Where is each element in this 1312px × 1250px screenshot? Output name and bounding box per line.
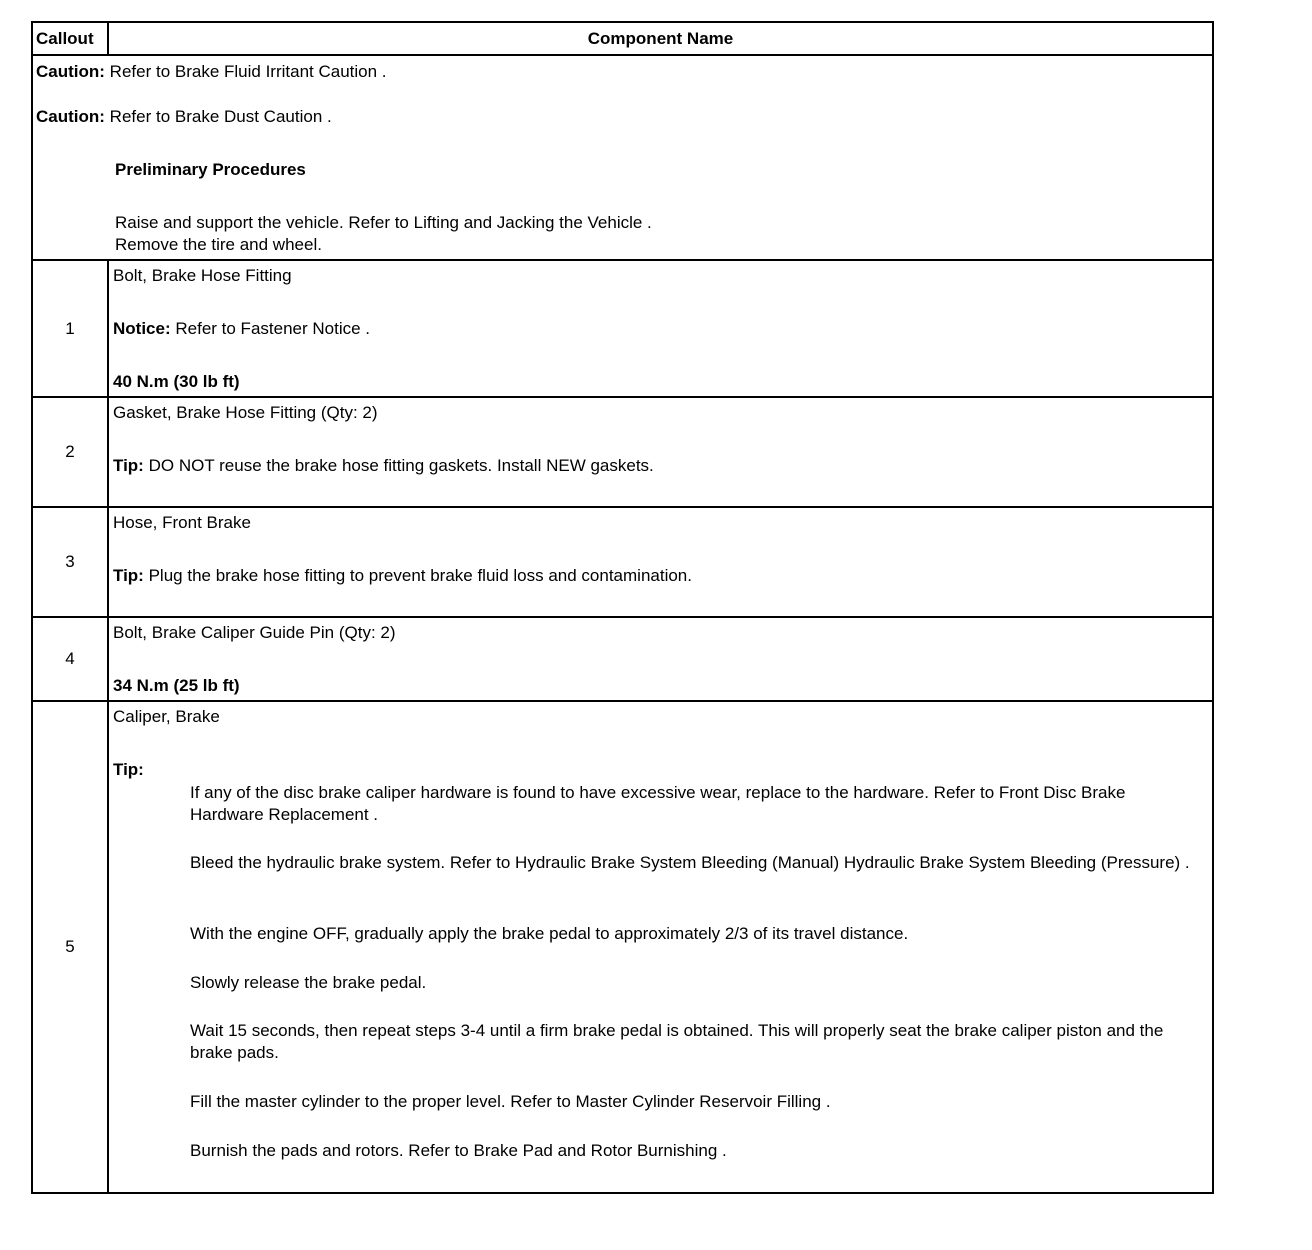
component-name: Hose, Front Brake	[113, 513, 251, 532]
component-name: Caliper, Brake	[113, 707, 220, 726]
component-cell	[108, 617, 1213, 701]
notice	[113, 318, 370, 340]
tip-text: Plug the brake hose fitting to prevent brake fluid loss and contamination.	[148, 566, 692, 585]
tip-item: Wait 15 seconds, then repeat steps 3-4 until a firm brake pedal is obtained. This will properly seat the brake caliper piston and the brake pads.	[190, 1021, 1164, 1062]
tip-item: With the engine OFF, gradually apply the brake pedal to approximately 2/3 of its travel distance.	[190, 924, 909, 943]
tip-label: Tip:	[113, 760, 144, 779]
tip-label: Tip:	[113, 566, 144, 585]
caution-2	[36, 106, 332, 128]
component-cell	[108, 507, 1213, 617]
header-row	[32, 22, 1213, 55]
component-cell	[108, 397, 1213, 507]
tip-item: Fill the master cylinder to the proper level. Refer to Master Cylinder Reservoir Filling .	[190, 1092, 831, 1111]
notice-label: Notice:	[113, 319, 171, 338]
component-cell	[108, 701, 1213, 1193]
table-row	[32, 260, 1213, 397]
table-row	[32, 507, 1213, 617]
tip-label: Tip:	[113, 456, 144, 475]
tip-item: If any of the disc brake caliper hardware is found to have excessive wear, replace to the hardware. Refer to Front Disc Brake Hardware Replacement .	[190, 783, 1126, 824]
prelim-step-2: Remove the tire and wheel.	[115, 235, 322, 254]
table-row	[32, 617, 1213, 701]
prelim-step-1: Raise and support the vehicle. Refer to Lifting and Jacking the Vehicle .	[115, 213, 652, 232]
callout-header: Callout	[32, 22, 108, 55]
callout-number: 2	[32, 397, 108, 507]
torque-spec: 34 N.m (25 lb ft)	[113, 676, 240, 695]
caution-1	[36, 61, 387, 83]
component-name: Bolt, Brake Caliper Guide Pin (Qty: 2)	[113, 623, 396, 642]
caution-label: Caution:	[36, 107, 105, 126]
tip	[113, 455, 654, 477]
notice-text: Refer to Fastener Notice .	[175, 319, 370, 338]
callout-number: 5	[32, 701, 108, 1193]
tip-text: DO NOT reuse the brake hose fitting gaskets. Install NEW gaskets.	[148, 456, 654, 475]
prelim-title: Preliminary Procedures	[115, 160, 306, 179]
component-name: Bolt, Brake Hose Fitting	[113, 266, 292, 285]
callout-number: 4	[32, 617, 108, 701]
component-cell	[108, 260, 1213, 397]
intro-cell	[32, 55, 1213, 260]
procedure-table	[31, 21, 1214, 1194]
table-row	[32, 397, 1213, 507]
caution-1-text: Refer to Brake Fluid Irritant Caution .	[109, 62, 387, 81]
caution-2-text: Refer to Brake Dust Caution .	[109, 107, 332, 126]
tip-item: Slowly release the brake pedal.	[190, 973, 427, 992]
tip-item: Burnish the pads and rotors. Refer to Brake Pad and Rotor Burnishing .	[190, 1141, 727, 1160]
caution-label: Caution:	[36, 62, 105, 81]
torque-spec: 40 N.m (30 lb ft)	[113, 372, 240, 391]
component-name-header: Component Name	[108, 22, 1213, 55]
intro-row	[32, 55, 1213, 260]
tip-item: Bleed the hydraulic brake system. Refer to Hydraulic Brake System Bleeding (Manual) Hydraulic Brake System Bleeding (Pressure) .	[190, 853, 1190, 872]
callout-number: 1	[32, 260, 108, 397]
component-name: Gasket, Brake Hose Fitting (Qty: 2)	[113, 403, 378, 422]
table-row	[32, 701, 1213, 1193]
callout-number: 3	[32, 507, 108, 617]
tip	[113, 565, 692, 587]
